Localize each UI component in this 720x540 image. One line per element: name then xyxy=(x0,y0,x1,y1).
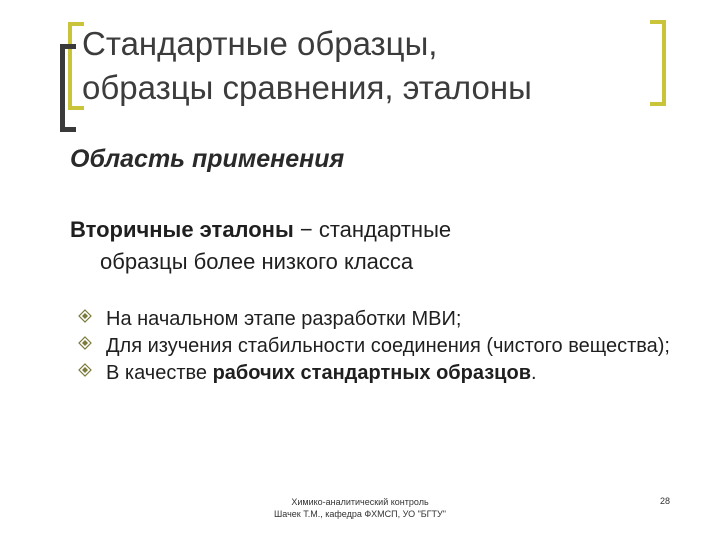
list-item xyxy=(78,333,688,360)
slide-subtitle: Область применения xyxy=(70,145,345,173)
lead-line-2: образцы более низкого класса xyxy=(100,249,414,274)
bullet-text-suffix: . xyxy=(531,362,537,384)
slide-title xyxy=(82,22,642,110)
title-line-2: образцы сравнения, эталоны xyxy=(82,69,532,106)
diamond-bullet-icon xyxy=(78,309,92,323)
bullet-text-bold: рабочих стандартных образцов xyxy=(212,362,531,384)
list-item xyxy=(78,360,688,387)
bullet-text: Для изучения стабильности соединения (чистого вещества); xyxy=(106,335,670,357)
bullet-text-prefix: В качестве xyxy=(106,362,213,384)
bullet-text: На начальном этапе разработки МВИ; xyxy=(106,308,462,330)
title-line-1: Стандартные образцы, xyxy=(82,25,438,62)
diamond-bullet-icon xyxy=(78,363,92,377)
page-number: 28 xyxy=(660,496,671,506)
right-bracket-accent xyxy=(650,20,666,106)
lead-bold-term: Вторичные эталоны xyxy=(70,217,294,242)
footer-line-2: Шачек Т.М., кафедра ФХМСП, УО "БГТУ" xyxy=(274,509,446,519)
diamond-bullet-icon xyxy=(78,336,92,350)
bullet-list xyxy=(78,306,688,387)
lead-paragraph xyxy=(70,214,670,278)
slide-footer xyxy=(0,496,720,520)
footer-line-1: Химико-аналитический контроль xyxy=(291,497,429,507)
left-bracket-dark xyxy=(60,44,76,132)
list-item xyxy=(78,306,688,333)
lead-definition: − стандартные xyxy=(293,217,452,242)
